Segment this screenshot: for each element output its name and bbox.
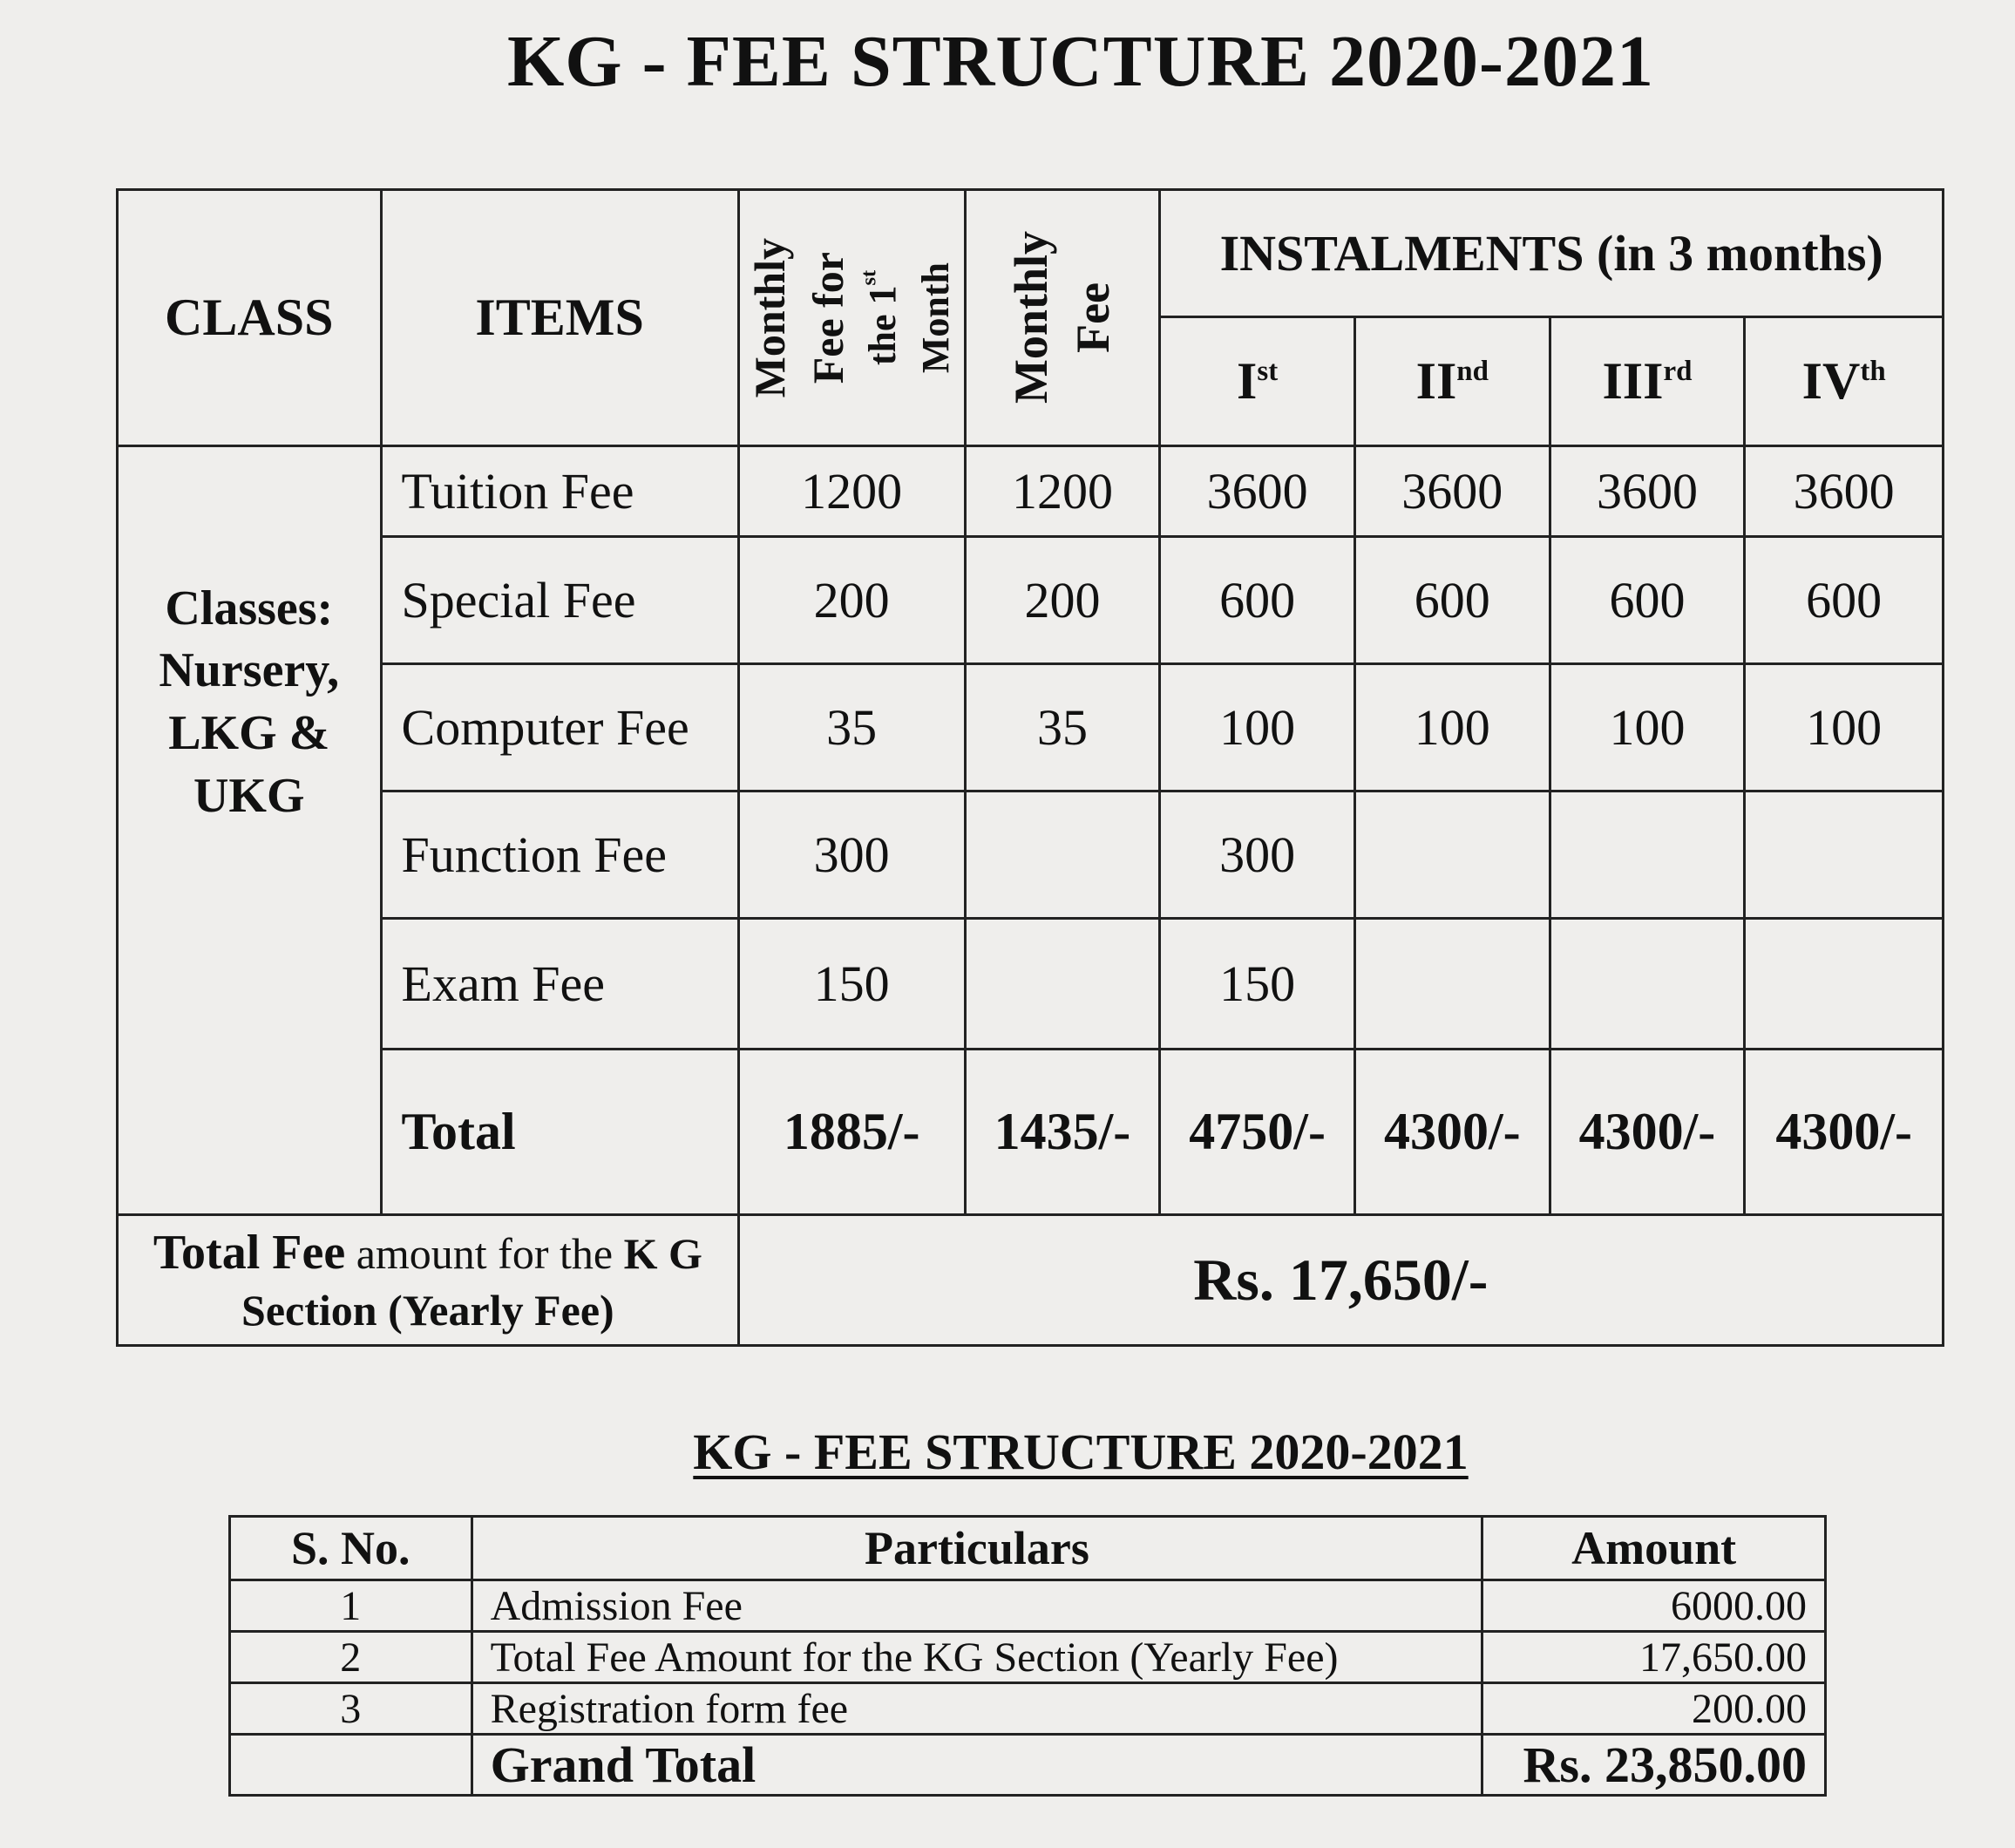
fee-structure-table <box>116 188 1944 1347</box>
fee-value <box>1550 792 1745 919</box>
header-instalment-1: Ist <box>1160 317 1355 446</box>
fee-value: 3600 <box>1745 446 1944 537</box>
fee-value: 150 <box>738 919 965 1050</box>
total-label: Total <box>381 1050 738 1215</box>
fee-value <box>1354 792 1550 919</box>
total-value: 4300/- <box>1550 1050 1745 1215</box>
fee-value <box>965 919 1160 1050</box>
item-label: Tuition Fee <box>381 446 738 537</box>
summary-title: KG - FEE STRUCTURE 2020-2021 <box>693 1423 1469 1480</box>
fee-value: 35 <box>738 664 965 792</box>
fee-value: 300 <box>738 792 965 919</box>
item-label: Special Fee <box>381 537 738 664</box>
summary-amount: 6000.00 <box>1482 1580 1826 1632</box>
header-instalment-2: IInd <box>1354 317 1550 446</box>
class-line: Classes: <box>165 581 334 635</box>
table-row <box>230 1580 1826 1632</box>
grand-total-amount: Rs. 23,850.00 <box>1482 1735 1826 1796</box>
page-title: KG - FEE STRUCTURE 2020-2021 <box>506 21 1655 102</box>
summary-header-amount: Amount <box>1482 1517 1826 1580</box>
fee-value: 600 <box>1550 537 1745 664</box>
grand-total-label: Grand Total <box>472 1735 1482 1796</box>
fee-value: 1200 <box>738 446 965 537</box>
summary-amount: 17,650.00 <box>1482 1632 1826 1683</box>
yearly-total-label: Total Fee amount for the K G Section (Yearly Fee) <box>118 1215 739 1346</box>
fee-value: 100 <box>1160 664 1355 792</box>
table-row <box>118 919 1944 1050</box>
summary-sno: 2 <box>230 1632 472 1683</box>
header-monthly-first-sup: st <box>857 269 881 286</box>
summary-header-sno: S. No. <box>230 1517 472 1580</box>
summary-sno: 3 <box>230 1683 472 1735</box>
item-label: Function Fee <box>381 792 738 919</box>
header-items: ITEMS <box>381 190 738 446</box>
summary-table <box>228 1515 1827 1797</box>
header-instalment-3: IIIrd <box>1550 317 1745 446</box>
total-value: 4750/- <box>1160 1050 1355 1215</box>
class-cell <box>118 446 382 1215</box>
summary-particular: Admission Fee <box>472 1580 1482 1632</box>
total-value: 4300/- <box>1745 1050 1944 1215</box>
header-monthly-line-1: Monthly <box>1005 231 1058 404</box>
fee-value: 1200 <box>965 446 1160 537</box>
table-row <box>118 664 1944 792</box>
summary-sno: 1 <box>230 1580 472 1632</box>
header-class: CLASS <box>118 190 382 446</box>
fee-value: 600 <box>1160 537 1355 664</box>
total-value: 1885/- <box>738 1050 965 1215</box>
summary-particular: Total Fee Amount for the KG Section (Yearly Fee) <box>472 1632 1482 1683</box>
fee-value: 150 <box>1160 919 1355 1050</box>
fee-value: 300 <box>1160 792 1355 919</box>
fee-value <box>1745 919 1944 1050</box>
fee-value: 3600 <box>1550 446 1745 537</box>
header-monthly-first-line-1: Monthly <box>745 237 795 398</box>
header-monthly-first-line-4: Month <box>913 262 957 374</box>
item-label: Computer Fee <box>381 664 738 792</box>
class-line: LKG & <box>168 705 330 760</box>
header-monthly-first-line-2: Fee for <box>803 251 852 384</box>
item-label: Exam Fee <box>381 919 738 1050</box>
header-instalments: INSTALMENTS (in 3 months) <box>1160 190 1944 317</box>
fee-value: 35 <box>965 664 1160 792</box>
class-line: Nursery, <box>159 643 340 698</box>
table-row <box>230 1683 1826 1735</box>
summary-amount: 200.00 <box>1482 1683 1826 1735</box>
header-monthly-line-2: Fee <box>1066 282 1119 353</box>
fee-value: 3600 <box>1160 446 1355 537</box>
yearly-total-value: Rs. 17,650/- <box>738 1215 1943 1346</box>
fee-value: 600 <box>1745 537 1944 664</box>
fee-value: 100 <box>1550 664 1745 792</box>
header-monthly-fee-first-month <box>738 190 965 446</box>
header-instalment-4: IVth <box>1745 317 1944 446</box>
total-row <box>118 1050 1944 1215</box>
fee-value: 100 <box>1745 664 1944 792</box>
fee-value <box>1745 792 1944 919</box>
header-monthly-fee <box>965 190 1160 446</box>
table-row <box>118 537 1944 664</box>
class-line: UKG <box>193 768 305 823</box>
fee-value: 3600 <box>1354 446 1550 537</box>
total-value: 1435/- <box>965 1050 1160 1215</box>
total-value: 4300/- <box>1354 1050 1550 1215</box>
fee-value: 100 <box>1354 664 1550 792</box>
yearly-total-row <box>118 1215 1944 1346</box>
fee-value: 600 <box>1354 537 1550 664</box>
fee-value <box>1550 919 1745 1050</box>
table-row <box>118 446 1944 537</box>
fee-value: 200 <box>738 537 965 664</box>
summary-particular: Registration form fee <box>472 1683 1482 1735</box>
summary-header-particulars: Particulars <box>472 1517 1482 1580</box>
fee-value: 200 <box>965 537 1160 664</box>
fee-value <box>965 792 1160 919</box>
header-monthly-first-line-3: the 1 <box>861 285 905 366</box>
grand-total-row <box>230 1735 1826 1796</box>
fee-value <box>1354 919 1550 1050</box>
grand-total-sno <box>230 1735 472 1796</box>
table-row <box>230 1632 1826 1683</box>
table-row <box>118 792 1944 919</box>
